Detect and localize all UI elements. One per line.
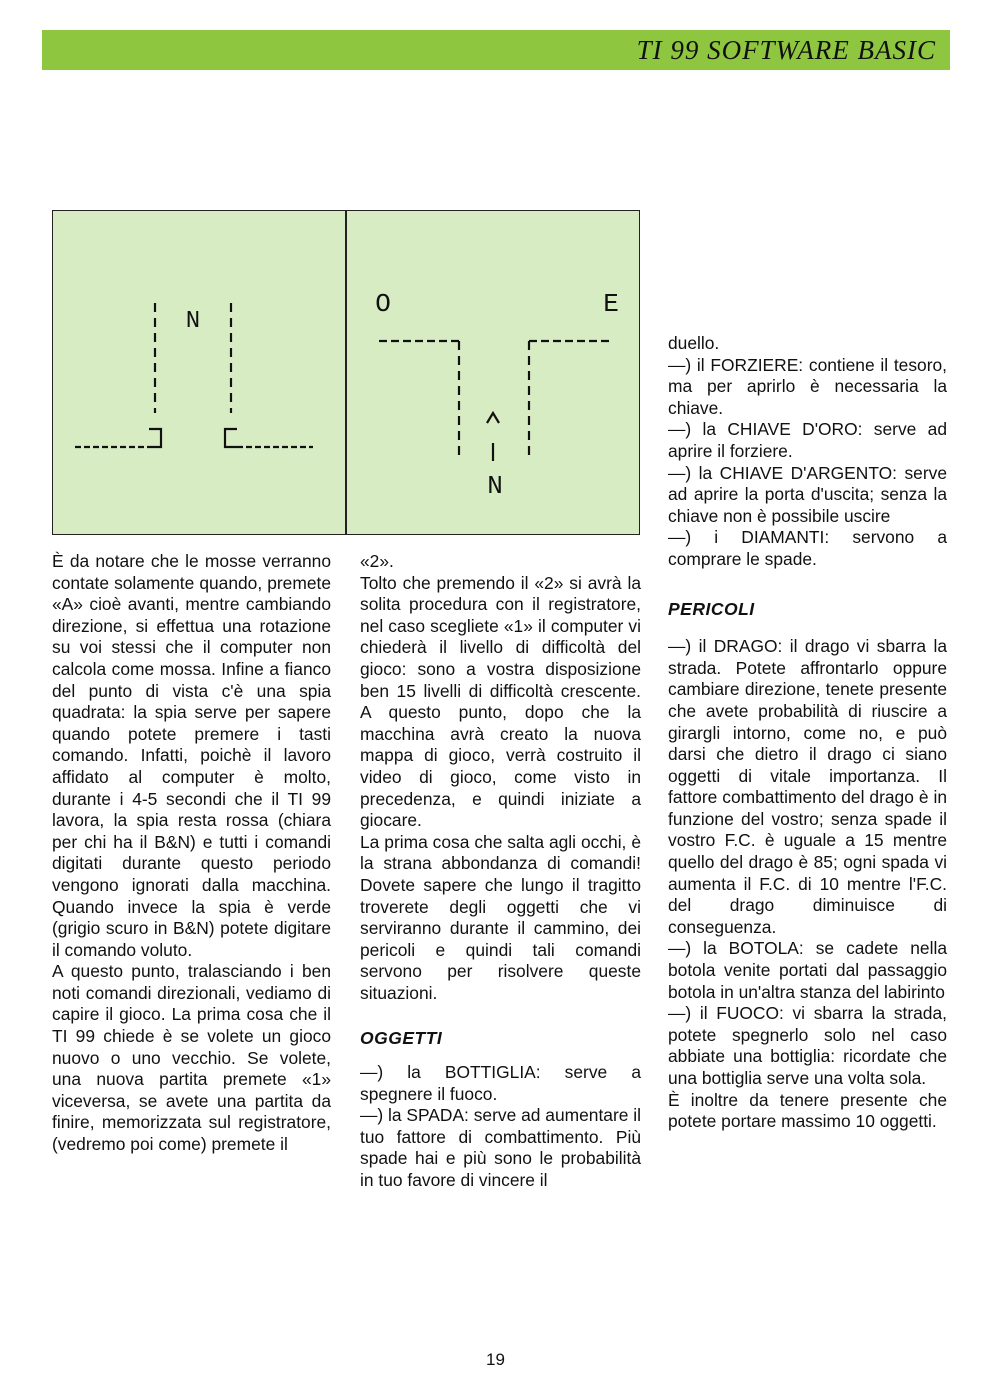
compass-label-n: N — [487, 471, 503, 501]
text-column-2 — [360, 551, 641, 1192]
section-heading-oggetti: OGGETTI — [360, 1028, 443, 1049]
list-item: —) la CHIAVE D'ARGENTO: serve ad aprire la porta d'uscita; senza la chiave non è possibile uscire — [668, 462, 947, 526]
list-item: —) il FUOCO: vi sbarra la strada, potete spegnerlo solo nel caso abbiate una bottiglia: ricordate che una bottiglia serve una volta sola. — [668, 1003, 947, 1088]
list-item: —) la BOTTIGLIA: serve a spegnere il fuoco. — [360, 1062, 641, 1104]
list-item: —) la BOTOLA: se cadete nella botola venite portati dal passaggio botola in un'altra stanza del labirinto — [668, 938, 947, 1002]
header-bar — [42, 30, 950, 70]
paragraph: A questo punto, tralasciando i ben noti comandi direzionali, vediamo di capire il gioco. La prima cosa che il TI 99 chiede è se volete un gioco nuovo o uno vecchio. Se volete, una nuova partita premete «1» viceversa, se avete una partita da finire, memorizzata sul registratore, (vedremo poi come) premete il — [52, 961, 331, 1155]
maze-view-left — [53, 211, 347, 536]
compass-label-e: E — [603, 289, 619, 319]
list-item: —) il DRAGO: il drago vi sbarra la strada. Potete affrontarlo oppure cambiare direzione, tenete presente che avete probabilità di riuscire a girargli intorno, come no, e può darsi che dietro il drago ci siano oggetti di vitale importanza. Il fattore combattimento del drago è in funzione del vostro; senza spade il vostro F.C. è uguale a 15 mentre quello del drago è 85; ogni spada vi aumenta il F.C. di 10 mentre l'F.C. del drago diminuisce di conseguenza. — [668, 636, 947, 937]
paragraph: È da notare che le mosse verranno contate solamente quando, premete «A» cioè avanti, mentre cambiando direzione, si effettua una rotazione su voi stessi che il computer non calcola come mossa. Infine a fianco del punto di vista c'è una spia quadrata: la spia serve per sapere quando potete premere i tasti comando. Infatti, poichè il lavoro affidato al computer è molto, durante i 4-5 secondi che il TI 99 lavora, la spia resta rossa (chiara per chi ha il B&N) e tutti i comandi digitati durante questo periodo vengono ignorati dalla macchina. Quando invece la spia è verde (grigio scuro in B&N) potete digitare il comando voluto. — [52, 551, 331, 960]
paragraph: «2». — [360, 551, 394, 571]
game-screen-right — [346, 210, 640, 535]
compass-label-o: O — [375, 289, 391, 319]
paragraph: La prima cosa che salta agli occhi, è la strana abbondanza di comandi! Dovete sapere che lungo il tragitto troverete degli oggetti che vi serviranno durante il cammino, dei pericoli e quindi tali comandi servono per risolvere queste situazioni. — [360, 831, 641, 1003]
compass-label-n: N — [185, 308, 201, 335]
paragraph: Tolto che premendo il «2» si avrà la solita procedura con il registratore, nel caso scegliete «1» il computer vi chiederà il livello di difficoltà del gioco: sono a vostra disposizione ben 15 livelli di difficoltà crescente. A questo punto, dopo che la macchina avrà creato la nuova mappa di gioco, verrà costruito il video di gioco, come visto in precedenza, e quindi iniziate a giocare. — [360, 572, 641, 831]
list-item: È inoltre da tenere presente che potete portare massimo 10 oggetti. — [668, 1089, 947, 1132]
list-item: —) la CHIAVE D'ORO: serve ad aprire il forziere. — [668, 419, 947, 461]
header-title: TI 99 SOFTWARE BASIC — [636, 34, 936, 65]
maze-view-right — [347, 211, 641, 536]
list-item: —) la SPADA: serve ad aumentare il tuo fattore di combattimento. Più spade hai e più sono le probabilità in tuo favore di vincere il — [360, 1105, 641, 1191]
list-item: —) i DIAMANTI: servono a comprare le spade. — [668, 527, 947, 569]
section-heading-pericoli: PERICOLI — [668, 598, 755, 619]
list-item: duello. — [668, 333, 720, 353]
list-item: —) il FORZIERE: contiene il tesoro, ma per aprirlo è necessaria la chiave. — [668, 354, 947, 418]
page-number: 19 — [486, 1350, 505, 1369]
text-column-3 — [668, 333, 947, 1133]
game-screen-left — [52, 210, 346, 535]
text-column-1 — [52, 551, 331, 1156]
